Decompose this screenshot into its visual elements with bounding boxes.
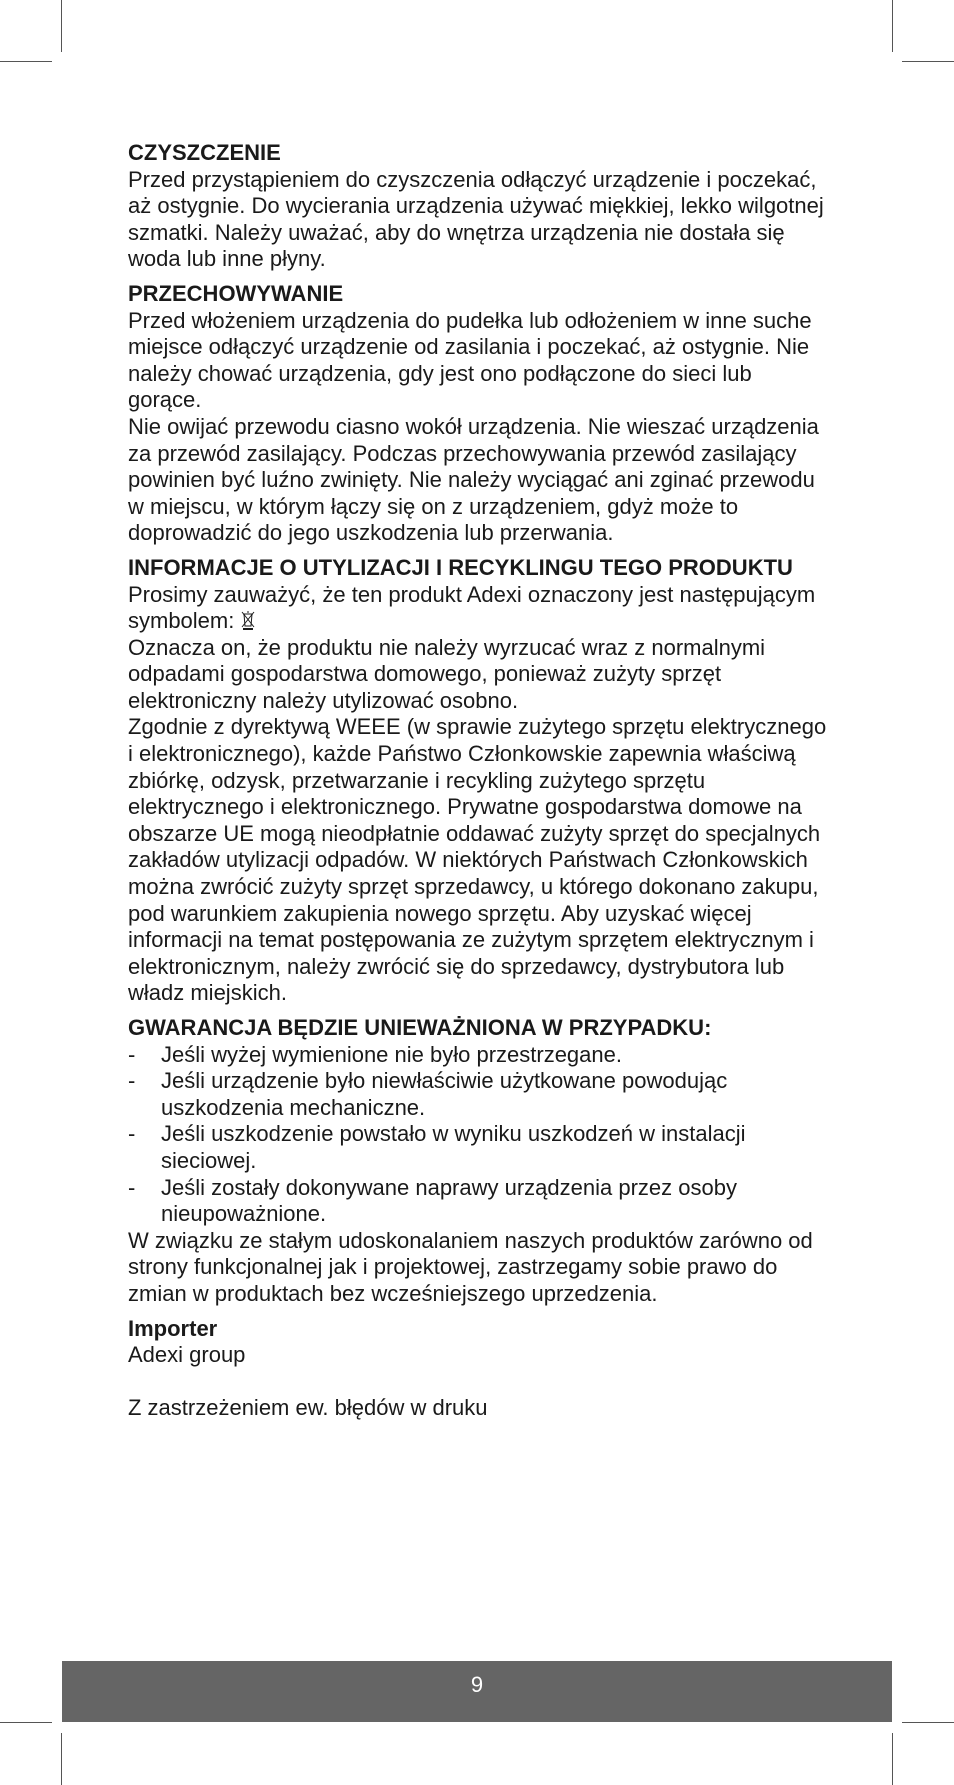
list-item-text: Jeśli uszkodzenie powstało w wyniku uszkodzeń w instalacji sieciowej. (161, 1121, 746, 1173)
list-dash: - (128, 1121, 136, 1147)
crop-mark-top-right-v (892, 0, 893, 52)
crop-mark-bottom-left-h (0, 1722, 52, 1723)
print-disclaimer: Z zastrzeżeniem ew. błędów w druku (128, 1394, 488, 1420)
list-dash: - (128, 1041, 136, 1067)
recycling-heading: INFORMACJE O UTYLIZACJI I RECYKLINGU TEGO PRODUKTU (128, 554, 793, 580)
recycling-paragraph-2: Oznacza on, że produktu nie należy wyrzucać wraz z normalnymi odpadami gospodarstwa domowego, ponieważ zużyty sprzęt elektroniczny należy utylizować osobno. (128, 634, 766, 713)
crop-mark-top-left-h (0, 61, 52, 62)
storage-heading: PRZECHOWYWANIE (128, 280, 344, 306)
list-dash: - (128, 1068, 136, 1094)
recycling-paragraph-1 (128, 582, 828, 635)
cleaning-text: Przed przystąpieniem do czyszczenia odłączyć urządzenie i poczekać, aż ostygnie. Do wycierania urządzenia używać miękkiej, lekko wilgotnej szmatki. Należy uważać, aby do wnętrza urządzenia nie dostała się woda lub inne płyny. (128, 166, 824, 272)
list-item-text: Jeśli zostały dokonywane naprawy urządzenia przez osoby nieupoważnione. (161, 1174, 737, 1227)
crop-mark-top-left-v (61, 0, 62, 52)
warranty-heading: GWARANCJA BĘDZIE UNIEWAŻNIONA W PRZYPADKU: (128, 1015, 712, 1040)
list-item (128, 1121, 828, 1174)
storage-paragraph-1: Przed włożeniem urządzenia do pudełka lub odłożeniem w inne suche miejsce odłączyć urządzenie od zasilania i poczekać, aż ostygnie. Nie należy chować urządzenia, gdy jest ono podłączone do sieci lub gorące. (128, 307, 812, 413)
list-item (128, 1042, 828, 1069)
recycling-paragraph-1-text: Prosimy zauważyć, że ten produkt Adexi oznaczony jest następującym symbolem: (128, 581, 816, 634)
section-storage (128, 281, 828, 547)
crop-mark-bottom-right-v (892, 1733, 893, 1785)
warranty-list (128, 1042, 828, 1228)
section-warranty (128, 1015, 828, 1308)
section-cleaning (128, 140, 828, 273)
list-item (128, 1175, 828, 1228)
list-dash: - (128, 1174, 136, 1200)
weee-crossed-bin-icon (240, 609, 256, 631)
section-importer (128, 1316, 828, 1369)
importer-name: Adexi group (128, 1342, 246, 1368)
storage-paragraph-2: Nie owijać przewodu ciasno wokół urządzenia. Nie wieszać urządzenia za przewód zasilający. Podczas przechowywania przewód zasilający powinien być luźno zwinięty. Nie należy wyciągać ani zginać przewodu w miejscu, w którym łączy się on z urządzeniem, gdyż może to doprowadzić do jego uszkodzenia lub przerwania. (128, 413, 819, 546)
crop-mark-top-right-h (902, 61, 954, 62)
recycling-paragraph-3: Zgodnie z dyrektywą WEEE (w sprawie zużytego sprzętu elektrycznego i elektronicznego), każde Państwo Członkowskie zapewnia właściwą zbiórkę, odzysk, przetwarzanie i recykling zużytego sprzętu elektrycznego i elektronicznego. Prywatne gospodarstwa domowe na obszarze UE mogą nieodpłatnie oddawać zużyty sprzęt do specjalnych zakładów utylizacji odpadów. W niektórych Państwach Członkowskich można zwrócić zużyty sprzęt sprzedawcy, u którego dokonano zakupu, pod warunkiem zakupienia nowego sprzętu. Aby uzyskać więcej informacji na temat postępowania ze zużytym sprzętem elektrycznym i elektronicznym, należy zwrócić się do sprzedawcy, dystrybutora lub władz miejskich. (128, 714, 827, 1006)
importer-heading: Importer (128, 1315, 218, 1341)
crop-mark-bottom-left-v (61, 1733, 62, 1785)
crop-mark-bottom-right-h (902, 1722, 954, 1723)
warranty-closing: W związku ze stałym udoskonalaniem naszych produktów zarówno od strony funkcjonalnej jak i projektowej, zastrzegamy sobie prawo do zmian w produktach bez wcześniejszego uprzedzenia. (128, 1227, 813, 1306)
section-recycling (128, 555, 828, 1007)
document-body (128, 140, 828, 1421)
list-item-text: Jeśli urządzenie było niewłaściwie użytkowane powodując uszkodzenia mechaniczne. (161, 1068, 728, 1120)
footer-bar (62, 1661, 892, 1722)
page-number: 9 (470, 1672, 484, 1697)
cleaning-heading: CZYSZCZENIE (128, 140, 281, 165)
list-item (128, 1068, 828, 1121)
list-item-text: Jeśli wyżej wymienione nie było przestrzegane. (161, 1041, 622, 1067)
